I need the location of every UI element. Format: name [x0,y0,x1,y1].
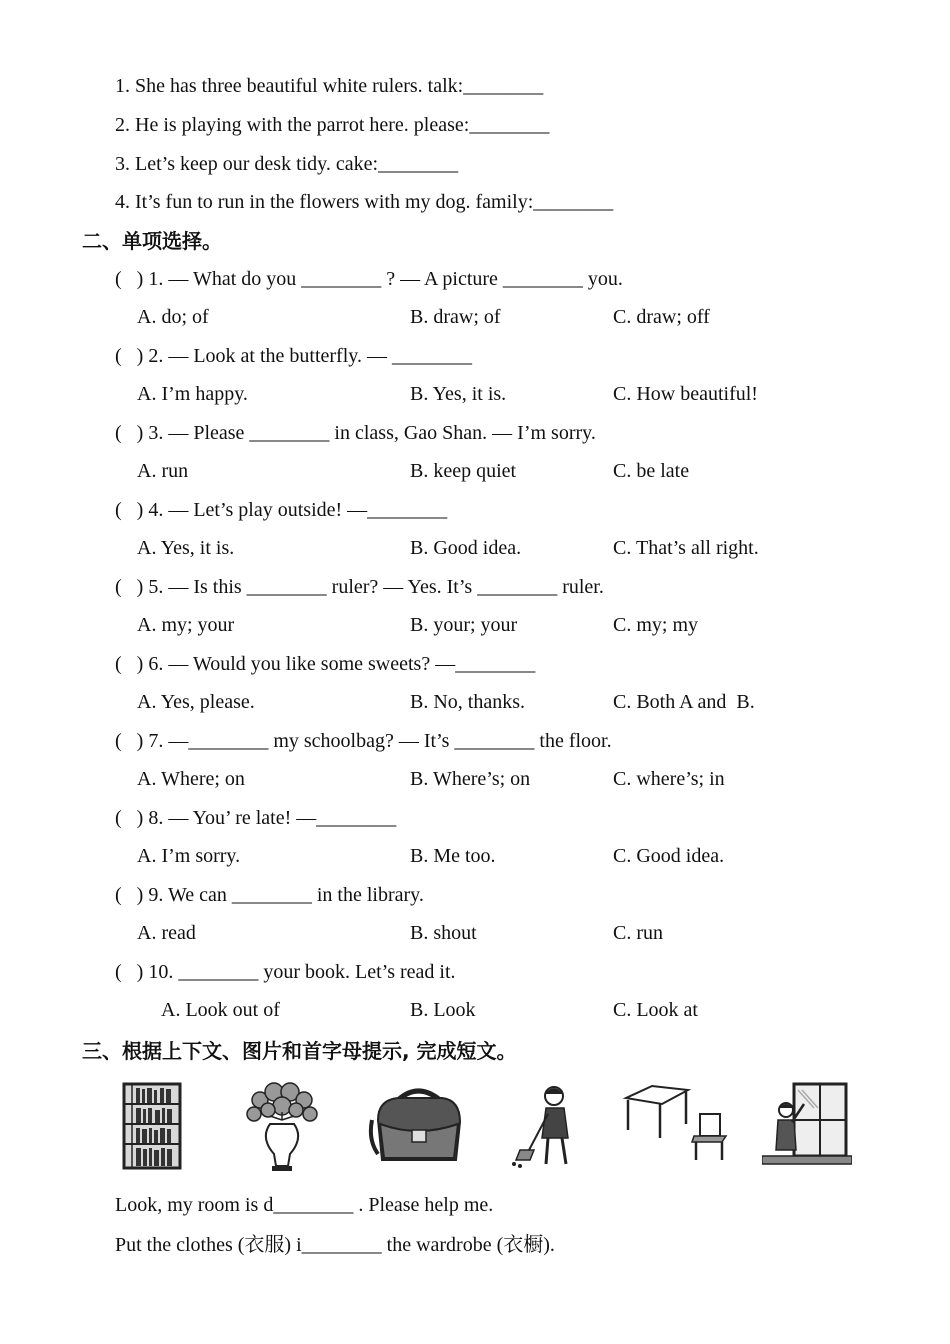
question-stem: ( ) 3. — Please ________ in class, Gao Shan. — I’m sorry. [115,422,596,444]
option-c: C. Good idea. [613,845,725,867]
girl-sweeping-picture [508,1080,588,1172]
option-a: A. Look out of [161,999,280,1021]
option-b: B. Look [410,999,476,1021]
option-b: B. Good idea. [410,537,522,559]
option-c: C. That’s all right. [613,537,759,559]
option-b: B. Yes, it is. [410,383,507,405]
passage-line-1: Look, my room is d________ . Please help me. [115,1194,494,1216]
option-b: B. No, thanks. [410,691,525,713]
part1-item-3: 3. Let’s keep our desk tidy. cake:________ [115,153,459,175]
flower-vase-picture [240,1080,324,1176]
option-c: C. run [613,922,663,944]
option-b: B. Me too. [410,845,496,867]
option-a: A. I’m happy. [137,383,248,405]
question-stem: ( ) 9. We can ________ in the library. [115,884,424,906]
option-a: A. I’m sorry. [137,845,241,867]
question-stem: ( ) 10. ________ your book. Let’s read it. [115,961,456,983]
question-stem: ( ) 8. — You’ re late! —________ [115,807,397,829]
option-b: B. keep quiet [410,460,517,482]
part1-item-2: 2. He is playing with the parrot here. please:________ [115,114,550,136]
question-stem: ( ) 2. — Look at the butterfly. — ________ [115,345,472,367]
girl-cleaning-window-picture [762,1080,852,1168]
option-c: C. where’s; in [613,768,725,790]
part1-item-1: 1. She has three beautiful white rulers. talk:________ [115,75,544,97]
passage-line-2: Put the clothes (衣服) i________ the wardrobe (衣橱). [115,1234,555,1256]
schoolbag-picture [368,1080,468,1170]
option-b: B. your; your [410,614,518,636]
option-c: C. be late [613,460,690,482]
section3-heading: 三、根据上下文、图片和首字母提示, 完成短文。 [82,1039,517,1063]
question-stem: ( ) 7. —________ my schoolbag? — It’s ________ the floor. [115,730,612,752]
option-c: C. draw; off [613,306,710,328]
question-stem: ( ) 4. — Let’s play outside! —________ [115,499,448,521]
part1-item-4: 4. It’s fun to run in the flowers with my dog. family:________ [115,191,614,213]
option-a: A. Where; on [137,768,245,790]
bookshelf-picture [120,1080,184,1170]
option-c: C. my; my [613,614,699,636]
option-c: C. Look at [613,999,698,1021]
option-b: B. Where’s; on [410,768,531,790]
option-c: C. Both A and B. [613,691,755,713]
question-stem: ( ) 1. — What do you ________ ? — A picture ________ you. [115,268,623,290]
desk-and-chair-picture [622,1080,732,1162]
option-a: A. do; of [137,306,209,328]
option-a: A. my; your [137,614,235,636]
option-c: C. How beautiful! [613,383,758,405]
option-b: B. draw; of [410,306,501,328]
section2-heading: 二、单项选择。 [82,229,222,253]
option-a: A. Yes, it is. [137,537,235,559]
picture-row [110,1080,860,1180]
option-a: A. run [137,460,189,482]
option-b: B. shout [410,922,477,944]
option-a: A. Yes, please. [137,691,255,713]
question-stem: ( ) 6. — Would you like some sweets? —________ [115,653,536,675]
question-stem: ( ) 5. — Is this ________ ruler? — Yes. It’s ________ ruler. [115,576,604,598]
option-a: A. read [137,922,196,944]
